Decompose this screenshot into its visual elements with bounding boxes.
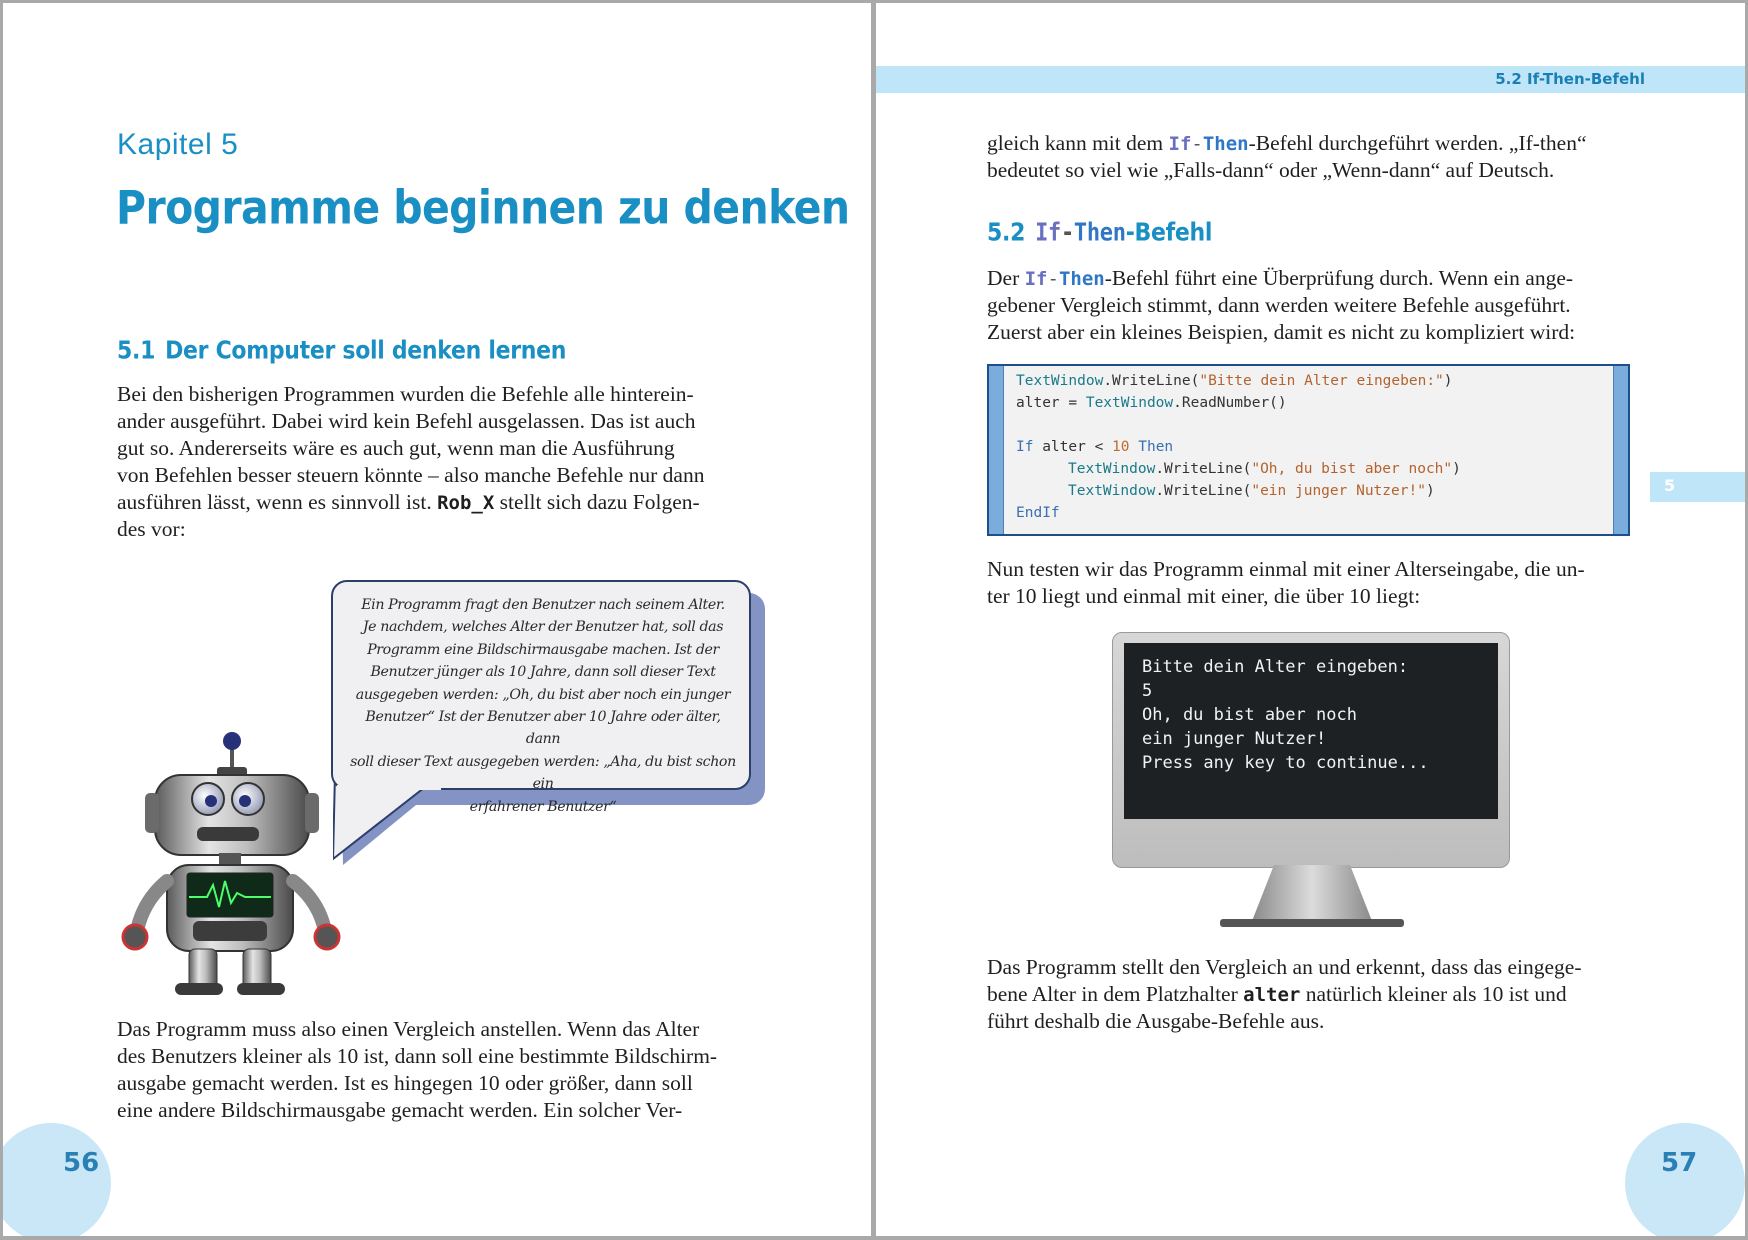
code-token: .WriteLine(	[1155, 483, 1252, 499]
section-title: Der Computer soll denken lernen	[165, 337, 567, 365]
text-line: bedeutet so viel wie „Falls-dann“ oder „Wenn-dann“ auf Deutsch.	[987, 158, 1555, 182]
bubble-tail-join	[337, 785, 441, 790]
monitor-stand	[1212, 865, 1412, 929]
bubble-line: Je nachdem, welches Alter der Benutzer hat, soll das	[362, 619, 724, 636]
code-token: TextWindow	[1068, 461, 1156, 477]
text-fragment: stellt sich dazu Folgen-	[494, 490, 700, 514]
text-line: führt deshalb die Ausgabe-Befehle aus.	[987, 1009, 1325, 1033]
code-token: alter =	[1016, 395, 1086, 411]
code-token: TextWindow	[1068, 483, 1156, 499]
robot-illustration	[115, 731, 351, 995]
chapter-title: Programme beginnen zu denken	[116, 181, 850, 235]
inline-code-robx: Rob_X	[437, 492, 495, 514]
code-token: TextWindow	[1016, 373, 1104, 389]
text-fragment: gleich kann mit dem	[987, 131, 1169, 155]
text-line: von Befehlen besser steuern könnte – also manche Befehle nur dann	[117, 463, 705, 487]
text-line	[987, 130, 1637, 158]
code-line-1	[1016, 373, 1453, 389]
right-page	[876, 3, 1745, 1236]
keyword-then: Then	[1058, 268, 1105, 290]
code-line-6: EndIf	[1016, 505, 1060, 521]
text-line: ander ausgeführt. Dabei wird kein Befehl ausgelassen. Das ist auch	[117, 409, 696, 433]
code-token: If	[1016, 439, 1034, 455]
text-line: Das Programm stellt den Vergleich an und erkennt, dass das eingege-	[987, 955, 1582, 979]
text-line: Bei den bisherigen Programmen wurden die Befehle alle hinterein-	[117, 382, 694, 406]
text-line: eine andere Bildschirmausgabe gemacht werden. Ein solcher Ver-	[117, 1098, 683, 1122]
section-number: 5.2	[987, 219, 1026, 247]
running-header: 5.2 If-Then-Befehl	[1495, 70, 1645, 88]
code-line-2	[1016, 395, 1287, 411]
console-line: ein junger Nutzer!	[1142, 729, 1327, 749]
text-line: Zuerst aber ein kleines Beispien, damit es nicht zu kompliziert wird:	[987, 320, 1576, 344]
keyword-if: If	[1035, 219, 1061, 247]
text-line: des Benutzers kleiner als 10 ist, dann soll eine bestimmte Bildschirm-	[117, 1044, 718, 1068]
section-number: 5.1	[117, 337, 156, 365]
inline-code-alter: alter	[1243, 984, 1301, 1006]
code-token: "ein junger Nutzer!"	[1251, 483, 1426, 499]
text-line: Das Programm muss also einen Vergleich anstellen. Wenn das Alter	[117, 1017, 700, 1041]
text-fragment: -Befehl durchgeführt werden. „If-then“	[1248, 131, 1587, 155]
text-line: ter 10 liegt und einmal mit einer, die über 10 liegt:	[987, 584, 1421, 608]
page-number: 56	[63, 1148, 100, 1178]
text-fragment: natürlich kleiner als 10 ist und	[1300, 982, 1567, 1006]
code-token: )	[1443, 373, 1453, 389]
chapter-label: Kapitel 5	[117, 128, 239, 161]
code-token: 10	[1112, 439, 1130, 455]
page-number-blob	[1625, 1123, 1745, 1236]
chapter-side-tab	[1650, 472, 1745, 502]
text-fragment: ausführen lässt, wenn es sinnvoll ist.	[117, 490, 432, 514]
section-heading-5-1	[117, 337, 566, 365]
left-page	[3, 3, 871, 1236]
code-line-4	[1068, 461, 1461, 477]
bubble-line: soll dieser Text ausgegeben werden: „Aha, du bist schon ein	[350, 753, 736, 793]
text-line: des vor:	[117, 517, 186, 541]
code-token: "Oh, du bist aber noch"	[1251, 461, 1453, 477]
text-fragment: bene Alter in dem Platzhalter	[987, 982, 1244, 1006]
monitor-illustration	[1112, 632, 1510, 868]
text-fragment: -Befehl führt eine Überprüfung durch. Wenn ein ange-	[1104, 266, 1574, 290]
bubble-line: erfahrener Benutzer“	[469, 798, 617, 815]
keyword-dash: -	[1047, 268, 1059, 290]
console-screen	[1124, 643, 1498, 819]
code-box-right-bar	[1613, 366, 1628, 534]
text-line: ausgabe gemacht werden. Ist es hingegen 10 oder größer, dann soll	[117, 1071, 693, 1095]
bubble-line: Benutzer jünger als 10 Jahre, dann soll dieser Text	[370, 664, 716, 681]
console-line: 5	[1142, 681, 1153, 701]
keyword-then: Then	[1202, 133, 1249, 155]
text-line	[987, 981, 1637, 1009]
console-line: Oh, du bist aber noch	[1142, 705, 1357, 725]
code-listing	[987, 364, 1630, 536]
text-line: gut so. Andererseits wäre es auch gut, wenn man die Ausführung	[117, 436, 675, 460]
code-box-left-bar	[989, 366, 1004, 534]
code-token: alter <	[1033, 439, 1113, 455]
code-token: .WriteLine(	[1103, 373, 1200, 389]
text-fragment: Der	[987, 266, 1025, 290]
section-heading-5-2	[987, 219, 1212, 247]
keyword-dash: -	[1060, 219, 1074, 247]
keyword-dash: -	[1191, 133, 1203, 155]
code-line-5	[1068, 483, 1435, 499]
text-line	[987, 265, 1637, 293]
code-line-3	[1016, 439, 1173, 455]
page-number: 57	[1661, 1148, 1698, 1178]
console-line: Press any key to continue...	[1142, 753, 1429, 773]
text-line: gebener Vergleich stimmt, dann werden weitere Befehle ausgeführt.	[987, 293, 1571, 317]
page-number-blob	[3, 1123, 111, 1236]
text-line	[117, 489, 761, 517]
bubble-line: Ein Programm fragt den Benutzer nach seinem Alter.	[361, 597, 725, 613]
keyword-if: If	[1024, 268, 1048, 290]
keyword-then: Then	[1073, 219, 1126, 247]
code-token: .ReadNumber()	[1173, 395, 1287, 411]
bubble-line: Programm eine Bildschirmausgabe machen. Ist der	[367, 641, 719, 658]
code-token: )	[1452, 461, 1461, 477]
code-token: Then	[1129, 439, 1174, 455]
text-line: Nun testen wir das Programm einmal mit einer Alterseingabe, die un-	[987, 557, 1585, 581]
bubble-line: ausgegeben werden: „Oh, du bist aber noch ein junger	[355, 686, 731, 703]
code-token: "Bitte dein Alter eingeben:"	[1199, 373, 1444, 389]
speech-bubble	[331, 580, 751, 815]
code-token: )	[1425, 483, 1435, 499]
chapter-tab-number: 5	[1664, 476, 1676, 495]
section-title-suffix: -Befehl	[1125, 219, 1213, 247]
keyword-if: If	[1168, 133, 1192, 155]
code-token: .WriteLine(	[1155, 461, 1252, 477]
console-line: Bitte dein Alter eingeben:	[1142, 657, 1409, 677]
bubble-line: Benutzer“ Ist der Benutzer aber 10 Jahre oder älter, dann	[365, 709, 721, 748]
code-token: TextWindow	[1085, 395, 1174, 411]
